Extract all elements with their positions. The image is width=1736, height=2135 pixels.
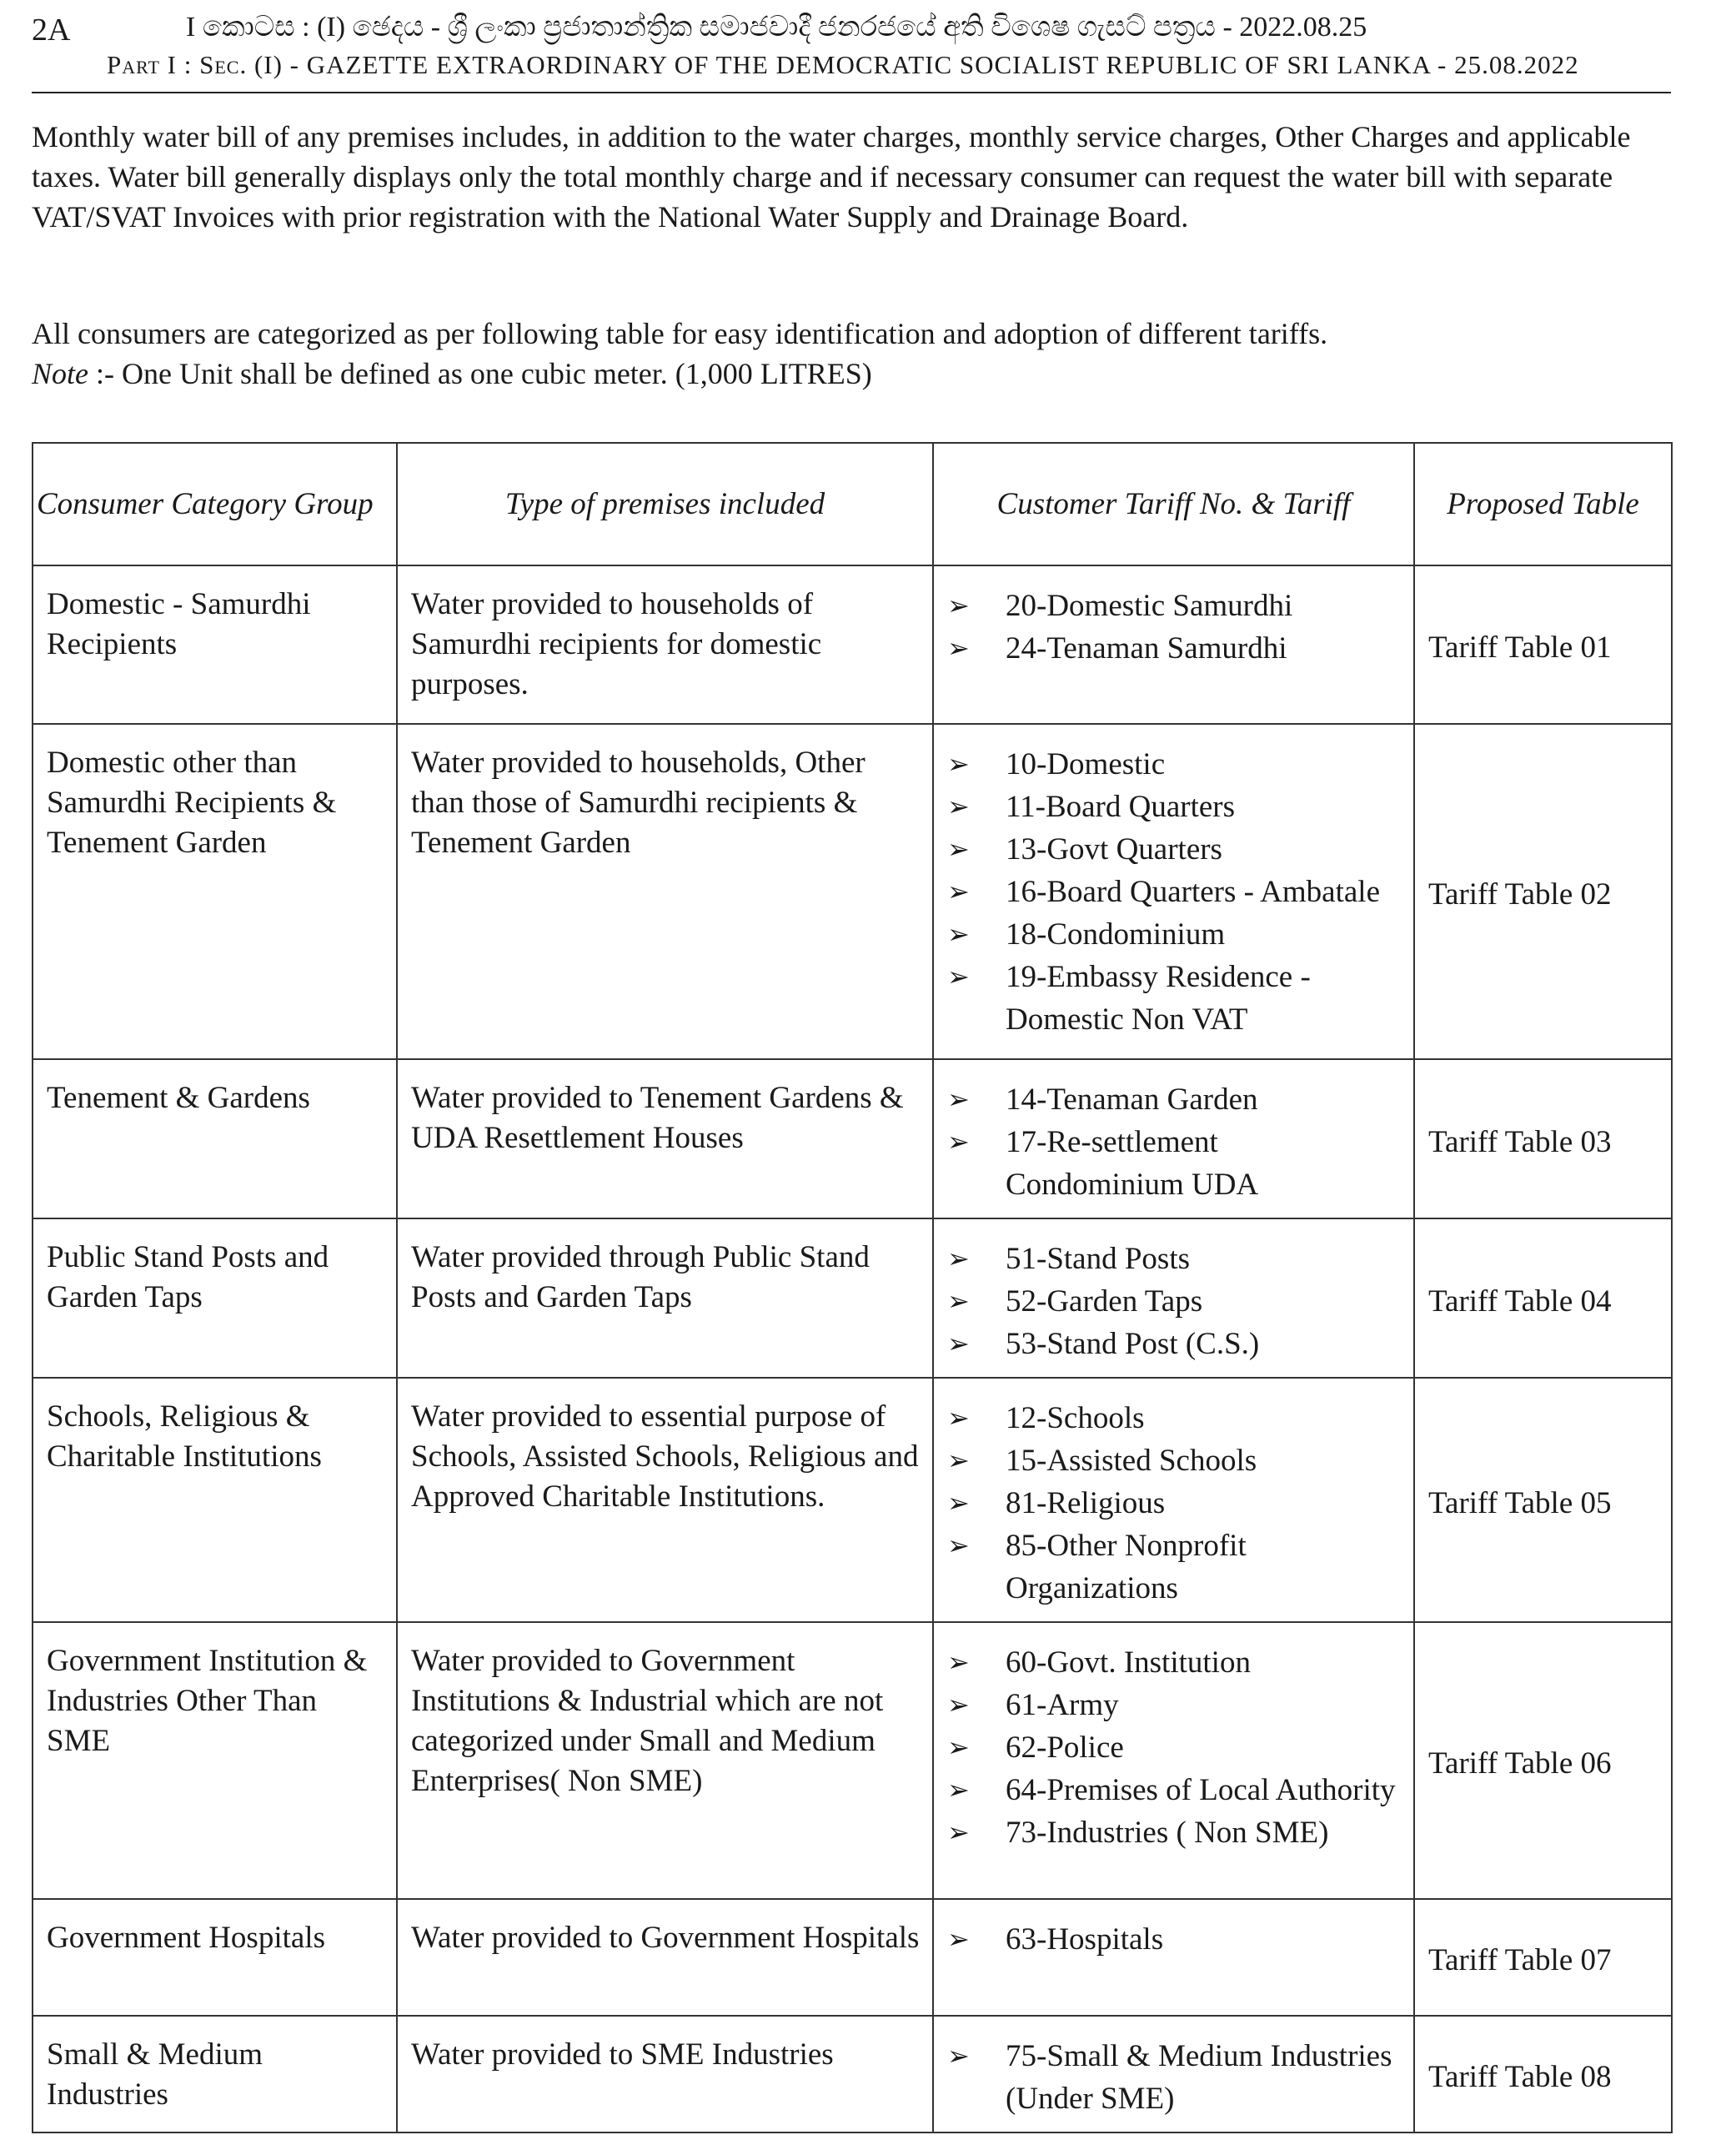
tariff-item: ➢ 20-Domestic Samurdhi bbox=[947, 585, 1402, 627]
proposed-table-cell: Tariff Table 04 bbox=[1414, 1218, 1672, 1378]
tariff-item: ➢ 62-Police bbox=[947, 1726, 1402, 1769]
arrowhead-bullet-icon: ➢ bbox=[947, 961, 970, 992]
tariff-item: ➢ 24-Tenaman Samurdhi bbox=[947, 627, 1402, 670]
tariff-list-cell bbox=[933, 1059, 1414, 1218]
tariff-item: ➢ 64-Premises of Local Authority bbox=[947, 1769, 1402, 1811]
tariff-item: ➢ 75-Small & Medium Industries (Under SME) bbox=[947, 2035, 1402, 2120]
consumer-group-cell: Government Institution & Industries Other Than SME bbox=[33, 1622, 397, 1899]
arrowhead-bullet-icon: ➢ bbox=[947, 918, 970, 950]
tariff-list-cell bbox=[933, 1622, 1414, 1899]
tariff-item: ➢ 53-Stand Post (C.S.) bbox=[947, 1323, 1402, 1365]
table-row bbox=[33, 565, 1672, 724]
consumer-group-cell: Domestic other than Samurdhi Recipients & Tenement Garden bbox=[33, 724, 397, 1059]
tariff-item: ➢ 63-Hospitals bbox=[947, 1918, 1402, 1961]
note-line bbox=[32, 354, 1671, 394]
consumer-group-cell: Schools, Religious & Charitable Institutions bbox=[33, 1378, 397, 1622]
arrowhead-bullet-icon: ➢ bbox=[947, 590, 970, 621]
consumer-group-cell: Small & Medium Industries bbox=[33, 2016, 397, 2132]
arrowhead-bullet-icon: ➢ bbox=[947, 1774, 970, 1806]
tariff-item: ➢ 85-Other Nonprofit Organizations bbox=[947, 1525, 1402, 1610]
tariff-item: ➢ 11-Board Quarters bbox=[947, 786, 1402, 828]
proposed-table-cell: Tariff Table 02 bbox=[1414, 724, 1672, 1059]
table-row bbox=[33, 1899, 1672, 2016]
arrowhead-bullet-icon: ➢ bbox=[947, 1731, 970, 1763]
proposed-table-cell: Tariff Table 05 bbox=[1414, 1378, 1672, 1622]
consumer-group-cell: Government Hospitals bbox=[33, 1899, 397, 2016]
note-text: :- One Unit shall be defined as one cubic meter. (1,000 LITRES) bbox=[96, 357, 872, 390]
tariff-item: ➢ 73-Industries ( Non SME) bbox=[947, 1811, 1402, 1854]
tariff-item: ➢ 51-Stand Posts bbox=[947, 1238, 1402, 1280]
table-row bbox=[33, 2016, 1672, 2132]
consumer-group-cell: Public Stand Posts and Garden Taps bbox=[33, 1218, 397, 1378]
arrowhead-bullet-icon: ➢ bbox=[947, 1646, 970, 1678]
tariff-item: ➢ 61-Army bbox=[947, 1684, 1402, 1726]
proposed-table-cell: Tariff Table 01 bbox=[1414, 565, 1672, 724]
header-consumer-category: Consumer Category Group bbox=[33, 443, 397, 565]
consumer-group-cell: Domestic - Samurdhi Recipients bbox=[33, 565, 397, 724]
intro-text: Monthly water bill of any premises includes, in addition to the water charges, monthly service charges, Other Charges and applicable taxes. Water bill generally displays only the total monthly charge and if necessary consumer can request the water bill with separate VAT/SVAT Invoices with prior registration with the National Water Supply and Drainage Board. bbox=[32, 120, 1631, 234]
table-row bbox=[33, 1378, 1672, 1622]
tariff-list-cell bbox=[933, 1899, 1414, 2016]
table-row bbox=[33, 1218, 1672, 1378]
arrowhead-bullet-icon: ➢ bbox=[947, 1689, 970, 1721]
arrowhead-bullet-icon: ➢ bbox=[947, 1083, 970, 1115]
tariff-item: ➢ 14-Tenaman Garden bbox=[947, 1078, 1402, 1121]
proposed-table-cell: Tariff Table 06 bbox=[1414, 1622, 1672, 1899]
tariff-list-cell bbox=[933, 1218, 1414, 1378]
proposed-table-cell: Tariff Table 08 bbox=[1414, 2016, 1672, 2132]
arrowhead-bullet-icon: ➢ bbox=[947, 791, 970, 822]
premises-cell: Water provided to households of Samurdhi recipients for domestic purposes. bbox=[397, 565, 933, 724]
proposed-table-cell: Tariff Table 03 bbox=[1414, 1059, 1672, 1218]
arrowhead-bullet-icon: ➢ bbox=[947, 1243, 970, 1274]
tariff-list-cell bbox=[933, 724, 1414, 1059]
arrowhead-bullet-icon: ➢ bbox=[947, 748, 970, 780]
tariff-item: ➢ 81-Religious bbox=[947, 1482, 1402, 1525]
premises-cell: Water provided to essential purpose of Schools, Assisted Schools, Religious and Approved Charitable Institutions. bbox=[397, 1378, 933, 1622]
consumer-group-cell: Tenement & Gardens bbox=[33, 1059, 397, 1218]
tariff-item: ➢ 17-Re-settlement Condominium UDA bbox=[947, 1121, 1402, 1206]
gazette-page bbox=[32, 0, 1671, 2135]
tariff-list-cell bbox=[933, 2016, 1414, 2132]
arrowhead-bullet-icon: ➢ bbox=[947, 1328, 970, 1359]
english-header-line: Part I : Sec. (I) - GAZETTE EXTRAORDINARY OF THE DEMOCRATIC SOCIALIST REPUBLIC OF SRI LANKA - 25.08.2022 bbox=[107, 50, 1579, 79]
tariff-item: ➢ 13-Govt Quarters bbox=[947, 828, 1402, 871]
tariff-item: ➢ 18-Condominium bbox=[947, 913, 1402, 956]
tariff-item: ➢ 16-Board Quarters - Ambatale bbox=[947, 871, 1402, 913]
table-row bbox=[33, 724, 1672, 1059]
header-proposed-table: Proposed Table bbox=[1414, 443, 1672, 565]
arrowhead-bullet-icon: ➢ bbox=[947, 1126, 970, 1158]
table-row bbox=[33, 1059, 1672, 1218]
page-header bbox=[32, 12, 1671, 93]
tariff-item: ➢ 10-Domestic bbox=[947, 743, 1402, 786]
header-tariff-no: Customer Tariff No. & Tariff bbox=[933, 443, 1414, 565]
arrowhead-bullet-icon: ➢ bbox=[947, 833, 970, 865]
proposed-table-cell: Tariff Table 07 bbox=[1414, 1899, 1672, 2016]
arrowhead-bullet-icon: ➢ bbox=[947, 1923, 970, 1955]
arrowhead-bullet-icon: ➢ bbox=[947, 1285, 970, 1317]
premises-cell: Water provided to Government Hospitals bbox=[397, 1899, 933, 2016]
table-row bbox=[33, 1622, 1672, 1899]
arrowhead-bullet-icon: ➢ bbox=[947, 1530, 970, 1561]
premises-cell: Water provided through Public Stand Posts and Garden Taps bbox=[397, 1218, 933, 1378]
note-label: Note bbox=[32, 357, 88, 390]
arrowhead-bullet-icon: ➢ bbox=[947, 2040, 970, 2072]
tariff-category-table bbox=[32, 442, 1673, 2133]
premises-cell: Water provided to Tenement Gardens & UDA Resettlement Houses bbox=[397, 1059, 933, 1218]
premises-cell: Water provided to SME Industries bbox=[397, 2016, 933, 2132]
arrowhead-bullet-icon: ➢ bbox=[947, 1444, 970, 1476]
arrowhead-bullet-icon: ➢ bbox=[947, 876, 970, 907]
table-header-row bbox=[33, 443, 1672, 565]
header-premises-type: Type of premises included bbox=[397, 443, 933, 565]
page-number: 2A bbox=[32, 13, 71, 48]
category-text: All consumers are categorized as per following table for easy identification and adoption of different tariffs. bbox=[32, 317, 1328, 350]
tariff-item: ➢ 19-Embassy Residence - Domestic Non VAT bbox=[947, 956, 1402, 1041]
tariff-item: ➢ 60-Govt. Institution bbox=[947, 1641, 1402, 1684]
premises-cell: Water provided to households, Other than those of Samurdhi recipients & Tenement Garden bbox=[397, 724, 933, 1059]
arrowhead-bullet-icon: ➢ bbox=[947, 1816, 970, 1848]
arrowhead-bullet-icon: ➢ bbox=[947, 1487, 970, 1519]
tariff-item: ➢ 12-Schools bbox=[947, 1397, 1402, 1439]
category-paragraph bbox=[32, 314, 1671, 394]
tariff-list-cell bbox=[933, 565, 1414, 724]
sinhala-header-line: I කොටස : (I) ඡෙදය - ශ්‍රී ලංකා ප්‍රජාතාන්ත්‍රික සමාජවාදී ජනරජයේ අති විශෙෂ ගැසට් පත්‍රය - 2022.08.25 bbox=[186, 12, 1367, 43]
arrowhead-bullet-icon: ➢ bbox=[947, 632, 970, 664]
arrowhead-bullet-icon: ➢ bbox=[947, 1402, 970, 1434]
premises-cell: Water provided to Government Institutions & Industrial which are not categorized under Small and Medium Enterprises( Non SME) bbox=[397, 1622, 933, 1899]
intro-paragraph bbox=[32, 117, 1671, 237]
tariff-item: ➢ 15-Assisted Schools bbox=[947, 1439, 1402, 1482]
tariff-item: ➢ 52-Garden Taps bbox=[947, 1280, 1402, 1323]
tariff-list-cell bbox=[933, 1378, 1414, 1622]
